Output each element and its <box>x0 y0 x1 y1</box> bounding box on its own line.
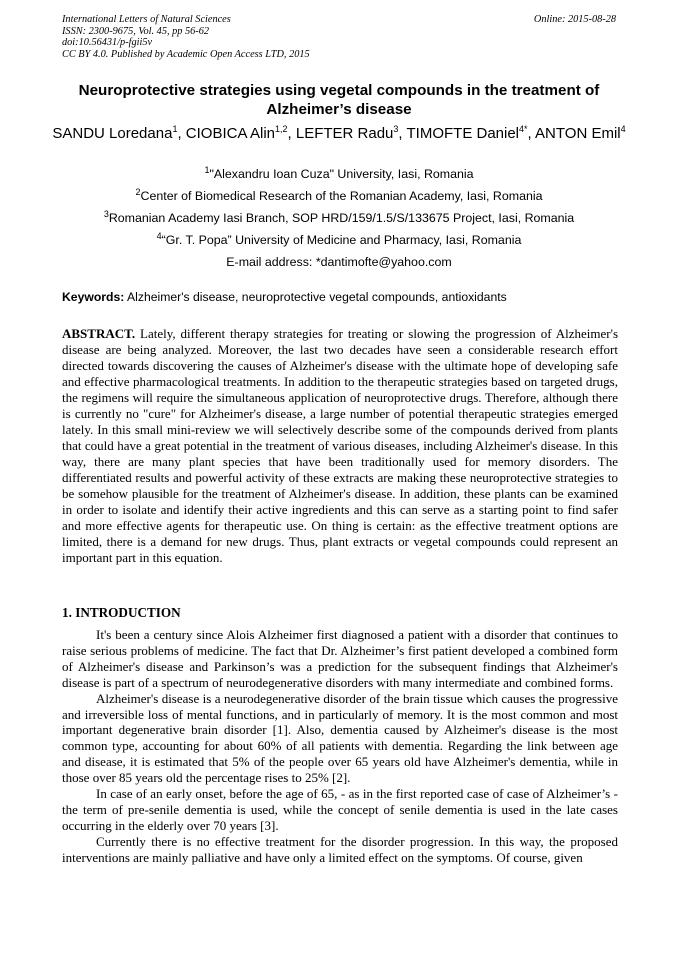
affiliation-mark: 2 <box>135 186 141 197</box>
abstract-paragraph <box>62 326 618 566</box>
keywords-label: Keywords: <box>62 290 125 304</box>
author-affiliation-mark: 1,2 <box>275 124 288 134</box>
body-paragraph: In case of an early onset, before the age of 65, - as in the first reported case of case of Alzheimer’s - the term of pre-senile dementia is used, while the concept of senile dementia is used in the late cases occurring in the elderly over 70 years [3]. <box>62 786 618 833</box>
body-paragraph: It's been a century since Alois Alzheimer first diagnosed a patient with a disorder that continues to raise serious problems of medicine. The fact that Dr. Alzheimer’s first patient developed a combined form of Alzheimer's disease and Parkinson’s was a prediction for the subsequent findings that Alzheimer's disease is part of a spectrum of neurodegenerative disorders with many intermediate and combined forms. <box>62 627 618 690</box>
author-separator: , <box>287 125 296 142</box>
author-name: ANTON Emil <box>535 125 621 142</box>
affiliation-4 <box>40 230 638 247</box>
keywords-text: Alzheimer's disease, neuroprotective vegetal compounds, antioxidants <box>127 290 507 304</box>
keywords-line <box>62 290 618 304</box>
journal-name: International Letters of Natural Sciences <box>62 14 231 25</box>
affiliation-mark: 3 <box>103 208 109 219</box>
author-affiliation-mark: 4 <box>620 124 626 134</box>
author-name: LEFTER Radu <box>295 125 394 142</box>
affiliation-3 <box>40 208 638 225</box>
section-heading: 1. INTRODUCTION <box>62 605 181 620</box>
affiliation-text: Romanian Academy Iasi Branch, SOP HRD/159/1.5/S/133675 Project, Iasi, Romania <box>108 211 575 225</box>
journal-header <box>62 14 618 60</box>
author-separator: , <box>398 125 407 142</box>
introduction-body <box>62 627 618 866</box>
affiliation-text: Center of Biomedical Research of the Romanian Academy, Iasi, Romania <box>140 189 543 203</box>
license-line: CC BY 4.0. Published by Academic Open Access LTD, 2015 <box>62 48 310 60</box>
affiliation-text: “Gr. T. Popa” University of Medicine and Pharmacy, Iasi, Romania <box>161 233 522 247</box>
body-paragraph: Alzheimer's disease is a neurodegenerative disorder of the brain tissue which causes the progressive and irreversible loss of mental functions, and in particularly of memory. It is the most common and most important degenerative brain disorder [1]. Also, dementia caused by Alzheimer's disease is the most common type, accounting for about 60% of all patients with dementia. Regarding the link between age and disease, it is estimated that 5% of the people over 65 years old have Alzheimer's dementia, while in those over 85 years old the percentage rises to 25% [2]. <box>62 690 618 786</box>
abstract-label: ABSTRACT. <box>62 326 136 341</box>
affiliation-text: "Alexandru Ioan Cuza" University, Iasi, Romania <box>209 167 474 181</box>
email-address: E-mail address: *dantimofte@yahoo.com <box>226 255 452 269</box>
author-affiliation-mark: 4* <box>519 124 528 134</box>
author-name: SANDU Loredana <box>52 125 173 142</box>
body-paragraph: Currently there is no effective treatment for the disorder progression. In this way, the proposed interventions are mainly palliative and have only a limited effect on the symptoms. Of course, given <box>62 833 618 865</box>
issn-line: ISSN: 2300-9675, Vol. 45, pp 56-62 <box>62 25 210 37</box>
paper-title: Neuroprotective strategies using vegetal compounds in the treatment of Alzheimer’s disease <box>78 82 600 118</box>
online-date: Online: 2015-08-28 <box>533 14 616 25</box>
author-separator: , <box>527 125 536 142</box>
author-name: CIOBICA Alin <box>185 125 275 142</box>
abstract-text: Lately, different therapy strategies for treating or slowing the progression of Alzheimer's disease are being analyzed. Moreover, the last two decades have seen a considerable research effort directed towards discovering the causes of Alzheimer's disease with the ultimate hope of developing safe and effective pharmacological treatments. In addition to the therapeutic strategies based on targeted drugs, the regimens will require the simultaneous application of neuroprotective drugs. Therefore, although there is currently no "cure" for Alzheimer's disease, a large number of potential therapeutic strategies emerged lately. In this small mini-review we will selectively describe some of the compounds derived from plants that could have a great potential in the treatment of various diseases, including Alzheimer's disease. In this way, there are many plant species that have been traditionally used for memory disorders. The differentiated results and powerful activity of these extracts are making these neuroprotective strategies to be somehow plausible for the treatment of Alzheimer's disease. In addition, these plants can be examined in order to isolate and identify their active ingredients and this can serve as a starting point to find safer and more effective agents for therapeutic use. On thing is certain: as the effective treatment options are limited, there is a demand for new drugs. Thus, plant extracts or vegetal compounds could represent an important part in this equation. <box>62 326 619 565</box>
affiliation-mark: 1 <box>204 164 210 175</box>
author-list <box>40 124 638 143</box>
author-separator: , <box>177 125 186 142</box>
author-affiliation-mark: 3 <box>393 124 399 134</box>
affiliation-1 <box>40 164 638 181</box>
author-affiliation-mark: 1 <box>172 124 178 134</box>
doi-line: doi:10.56431/p-fgii5v <box>62 37 153 49</box>
affiliation-mark: 4 <box>156 230 162 241</box>
affiliation-2 <box>40 186 638 203</box>
author-name: TIMOFTE Daniel <box>406 125 520 142</box>
